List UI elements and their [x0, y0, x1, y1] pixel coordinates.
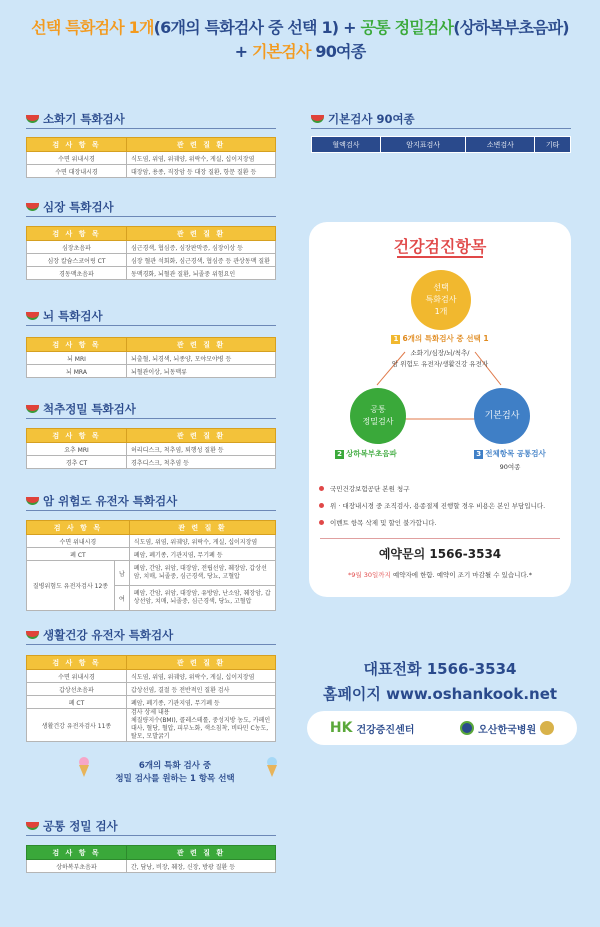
common-table — [26, 845, 276, 873]
bullet-dot — [319, 520, 324, 525]
table-row — [27, 535, 276, 548]
cell-disease: 대장암, 용종, 직장암 등 대장 질환, 항문 질환 등 — [127, 165, 276, 178]
col-header-disease: 관 련 질 환 — [127, 227, 276, 241]
option-1-desc-1: 소화기/심장/뇌/척추/ — [410, 349, 470, 357]
col-header-disease: 관 련 질 환 — [127, 429, 276, 443]
cell-item: 생활건강 유전자검사 11종 — [27, 709, 127, 742]
cell-disease: 폐암, 간암, 위암, 대장암, 유방암, 난소암, 췌장암, 갑상선암, 치매, 뇌졸중, 심근경색, 당뇨, 고혈압 — [129, 586, 275, 611]
table-row — [27, 165, 276, 178]
table-row — [27, 561, 276, 586]
cell-item: 뇌 MRI — [27, 352, 127, 365]
col-header-item: 검 사 항 목 — [27, 429, 127, 443]
option-3 — [455, 448, 565, 471]
life-section-title — [26, 627, 173, 643]
section-divider — [311, 128, 571, 129]
header-line-1 — [0, 18, 600, 38]
table-row — [27, 267, 276, 280]
option-2-title: 상하복부초음파 — [346, 449, 397, 458]
cell-disease: 식도염, 위염, 위궤양, 위락수, 게실, 십이지장염 — [127, 152, 276, 165]
option-1-title: 6개의 특화검사 중 선택 1 — [402, 334, 489, 343]
life-table — [26, 655, 276, 742]
hospital-emblem-icon — [460, 721, 474, 735]
hospital-name: 오산한국병원 — [478, 724, 537, 736]
watermelon-icon — [26, 115, 39, 123]
cell-item: 심장 칼슘스코어링 CT — [27, 254, 127, 267]
watermelon-icon — [26, 405, 39, 413]
section-divider — [26, 325, 276, 326]
common-section-title — [26, 818, 118, 834]
cell-disease: 식도염, 위염, 위궤양, 위락수, 게실, 십이지장염 — [129, 535, 275, 548]
watermelon-icon — [26, 203, 39, 211]
watermelon-icon — [26, 631, 39, 639]
section-divider — [26, 128, 276, 129]
notice-item: 이벤트 항목 삭제 및 할인 불가합니다. — [319, 518, 545, 527]
table-row — [27, 254, 276, 267]
reservation-note-text: 예약자에 한함. 예약이 조기 마감될 수 있습니다.* — [390, 571, 532, 579]
table-row — [27, 152, 276, 165]
cell-item: 갑상선초음파 — [27, 683, 127, 696]
cell-item: 경추 CT — [27, 456, 127, 469]
cell-disease: 경추디스크, 척추염 등 — [127, 456, 276, 469]
cell-item: 심장초음파 — [27, 241, 127, 254]
table-header-row — [27, 227, 276, 241]
basic-section-title — [311, 111, 415, 127]
cancer-table — [26, 520, 276, 611]
header-select-note: (6개의 특화검사 중 선택 1) — [153, 18, 339, 37]
col-header-disease: 관 련 질 환 — [127, 846, 276, 860]
hk-logo-icon: HK — [329, 720, 353, 736]
cell-disease: 간, 담낭, 비장, 췌장, 신장, 방광 질환 등 — [127, 860, 276, 873]
special-exam-circle: 선택 특화검사 1개 — [411, 270, 471, 330]
table-row — [27, 683, 276, 696]
section-divider — [26, 510, 276, 511]
cell-disease: 뇌출혈, 뇌경색, 뇌종양, 모야모야병 등 — [127, 352, 276, 365]
digestive-table — [26, 137, 276, 178]
watermelon-icon — [311, 115, 324, 123]
option-3-title: 전체항목 공통검사 — [485, 449, 546, 458]
col-header-disease: 관 련 질 환 — [129, 521, 275, 535]
table-row — [27, 443, 276, 456]
table-row — [27, 456, 276, 469]
cell-item: 수면 대장내시경 — [27, 165, 127, 178]
table-row — [27, 670, 276, 683]
cell-disease: 동맥경화, 뇌혈관 질환, 뇌졸중 위험요인 — [127, 267, 276, 280]
homepage-link[interactable]: 홈페이지 www.oshankook.net — [322, 685, 558, 703]
basic-cell-blood: 혈액검사 — [312, 137, 381, 153]
table-row — [27, 860, 276, 873]
health-center-name: 건강증진센터 — [356, 724, 415, 736]
cell-item: 수면 위내시경 — [27, 535, 130, 548]
table-header-row — [27, 338, 276, 352]
spine-section-title — [26, 401, 136, 417]
header-select-special: 선택 특화검사 1개 — [31, 18, 154, 37]
col-header-item: 검 사 항 목 — [27, 846, 127, 860]
logo-bar — [307, 711, 577, 745]
select-guide-text — [60, 760, 290, 786]
col-header-item: 검 사 항 목 — [27, 656, 127, 670]
digestive-section-title — [26, 111, 125, 127]
col-header-item: 검 사 항 목 — [27, 138, 127, 152]
cell-disease: 뇌혈관이상, 뇌동맥류 — [127, 365, 276, 378]
option-1-desc-2: 암 위험도 유전자/생활건강 유전자 — [391, 360, 489, 368]
watermelon-icon — [26, 822, 39, 830]
option-3-desc: 90여종 — [499, 463, 521, 471]
cell-item: 수면 위내시경 — [27, 152, 127, 165]
basic-title: 기본검사 90여종 — [328, 112, 415, 126]
reservation-deadline: *9월 30일까지 — [348, 571, 391, 579]
common-exam-circle: 공통 정밀검사 — [350, 388, 406, 444]
col-header-disease: 관 련 질 환 — [127, 138, 276, 152]
cell-disease: 폐암, 폐기종, 기관지염, 무기폐 등 — [129, 548, 275, 561]
card-divider — [320, 538, 560, 539]
header-plus: + — [338, 18, 361, 37]
heart-table — [26, 226, 276, 280]
col-header-item: 검 사 항 목 — [27, 338, 127, 352]
col-header-disease: 관 련 질 환 — [127, 338, 276, 352]
col-header-item: 검 사 항 목 — [27, 521, 130, 535]
digestive-title: 소화기 특화검사 — [43, 112, 125, 126]
table-header-row — [27, 521, 276, 535]
header-basic-exam: 기본검사 — [252, 42, 311, 61]
table-header-row — [27, 138, 276, 152]
cancer-section-title — [26, 493, 177, 509]
section-divider — [26, 418, 276, 419]
notice-item: 위 · 대장내시경 중 조직검사, 용종절제 진행할 경우 비용은 본인 부담입니다. — [319, 501, 545, 510]
header-common-exam: 공통 정밀검사 — [360, 18, 454, 37]
table-row — [312, 137, 571, 153]
table-header-row — [27, 846, 276, 860]
hospital-logo — [460, 721, 554, 736]
cell-item: 수면 위내시경 — [27, 670, 127, 683]
basic-cell-etc: 기타 — [535, 137, 571, 153]
heart-section-title — [26, 199, 114, 215]
header-plus-2: + — [234, 42, 252, 61]
common-title: 공통 정밀 검사 — [43, 819, 118, 833]
cell-item: 폐 CT — [27, 696, 127, 709]
section-divider — [26, 644, 276, 645]
brain-section-title — [26, 308, 103, 324]
cancer-title: 암 위험도 유전자 특화검사 — [43, 494, 178, 508]
cell-disease: 검사 상세 내용 체질량지수(BMI), 콜레스테롤, 중성지방 농도, 카페인 대사, 혈당, 혈압, 피부노화, 색소침착, 비타민 C농도, 탈모, 모발굵기 — [127, 709, 276, 742]
basic-exam-circle: 기본검사 — [474, 388, 530, 444]
spine-table — [26, 428, 276, 469]
table-row — [27, 365, 276, 378]
cell-item: 질병위험도 유전자검사 12종 — [27, 561, 115, 611]
cell-item: 뇌 MRA — [27, 365, 127, 378]
cell-disease: 심장 혈관 석회화, 심근경색, 협심증 등 관상동맥 질환 — [127, 254, 276, 267]
basic-table — [311, 136, 571, 153]
cell-gender-male: 남 — [115, 561, 130, 586]
option-3-number: 3 — [474, 450, 483, 459]
table-header-row — [27, 429, 276, 443]
option-2-number: 2 — [335, 450, 344, 459]
award-badge-icon — [540, 721, 554, 735]
col-header-disease: 관 련 질 환 — [127, 656, 276, 670]
cell-disease: 심근경색, 협심증, 심장판막증, 심장이상 등 — [127, 241, 276, 254]
cell-gender-female: 여 — [115, 586, 130, 611]
cell-disease: 폐암, 간암, 위암, 대장암, 전립선암, 췌장암, 갑상선암, 치매, 뇌졸중, 심근경색, 당뇨, 고혈압 — [129, 561, 275, 586]
brain-table — [26, 337, 276, 378]
brain-title: 뇌 특화검사 — [43, 309, 103, 323]
cell-disease: 폐암, 폐기종, 기관지염, 무기폐 등 — [127, 696, 276, 709]
main-phone: 대표전화 1566-3534 — [363, 660, 517, 678]
col-header-item: 검 사 항 목 — [27, 227, 127, 241]
section-divider — [26, 835, 276, 836]
life-title: 생활건강 유전자 특화검사 — [43, 628, 174, 642]
bullet-dot — [319, 503, 324, 508]
contact-block — [300, 658, 580, 704]
watermelon-icon — [26, 497, 39, 505]
header-basic-count: 90여종 — [310, 42, 366, 61]
spine-title: 척추정밀 특화검사 — [43, 402, 136, 416]
option-2 — [335, 448, 397, 459]
table-row — [27, 241, 276, 254]
option-1-number: 1 — [391, 335, 400, 344]
table-row — [27, 709, 276, 742]
cell-item: 상하복부초음파 — [27, 860, 127, 873]
cell-item: 요추 MRI — [27, 443, 127, 456]
select-guide-line-2: 정밀 검사를 원하는 1 항목 선택 — [115, 774, 235, 784]
select-guide-line-1: 6개의 특화 검사 중 — [138, 761, 212, 771]
section-divider — [26, 216, 276, 217]
cell-disease: 갑상선염, 결절 등 전반적인 질환 검사 — [127, 683, 276, 696]
cell-disease: 허리디스크, 척추염, 퇴행성 질환 등 — [127, 443, 276, 456]
basic-cell-urine: 소변검사 — [466, 137, 535, 153]
table-header-row — [27, 656, 276, 670]
reservation-note — [309, 570, 571, 579]
basic-cell-tumor-marker: 암지표검사 — [380, 137, 465, 153]
notice-list — [319, 484, 545, 535]
reservation-phone: 예약문의 1566-3534 — [378, 547, 502, 561]
watermelon-icon — [26, 312, 39, 320]
health-center-logo — [330, 720, 415, 736]
table-row — [27, 352, 276, 365]
option-1 — [309, 333, 571, 368]
header-common-note: (상하복부초음파) — [453, 18, 569, 37]
cell-disease: 식도염, 위염, 위궤양, 위락수, 게실, 십이지장염 — [127, 670, 276, 683]
cell-item: 폐 CT — [27, 548, 130, 561]
heart-title: 심장 특화검사 — [43, 200, 114, 214]
header-line-2 — [0, 42, 600, 62]
table-row — [27, 548, 276, 561]
notice-item: 국민건강보험공단 본원 청구 — [319, 484, 545, 493]
table-row — [27, 696, 276, 709]
header — [0, 18, 600, 62]
card-title: 건강검진항목 — [393, 237, 487, 256]
cell-item: 경동맥초음파 — [27, 267, 127, 280]
bullet-dot — [319, 486, 324, 491]
